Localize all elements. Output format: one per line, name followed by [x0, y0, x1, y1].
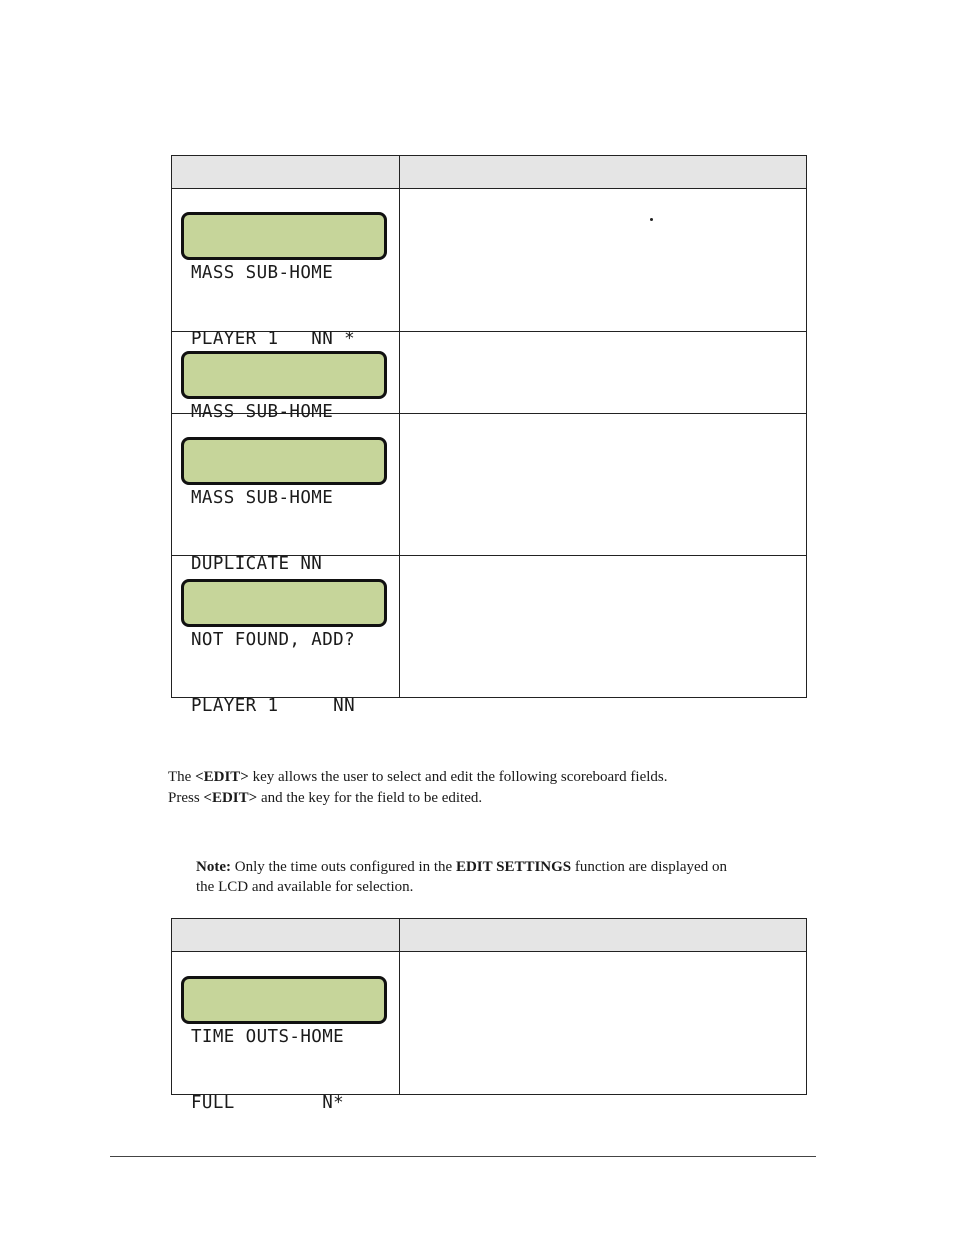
description-cell [400, 332, 806, 413]
header-cell-display [172, 919, 400, 951]
text: The [168, 769, 196, 785]
lcd-display [181, 976, 387, 1113]
lcd-cell [172, 332, 400, 422]
table-row [172, 555, 806, 716]
footer-rule [110, 1156, 816, 1157]
lcd-cell [172, 952, 400, 1113]
text: and the key for the field to be edited. [257, 790, 483, 806]
lcd-line-2: FULL N* [191, 1093, 345, 1113]
lcd-line-1: MASS SUB-HOME [191, 263, 334, 283]
mass-sub-table [171, 155, 807, 716]
table-row [172, 413, 806, 574]
time-outs-table [171, 918, 807, 1113]
lcd-cell [172, 189, 400, 349]
stray-dot [650, 218, 653, 221]
table-header-row [172, 919, 806, 951]
lcd-cell [172, 556, 400, 716]
table-row [172, 188, 806, 349]
description-cell [400, 189, 806, 331]
header-cell-description [400, 156, 806, 188]
edit-intro-line-1 [168, 767, 668, 787]
header-cell-display [172, 156, 400, 188]
lcd-line-1: MASS SUB-HOME [191, 488, 334, 508]
lcd-line-2: PLAYER 1 NN [191, 696, 356, 716]
table-row [172, 951, 806, 1113]
note-line-2: the LCD and available for selection. [196, 879, 414, 895]
lcd-line-2: DUPLICATE NN [191, 554, 323, 574]
table-row [172, 331, 806, 422]
text: Only the time outs configured in the [230, 859, 456, 875]
header-cell-description [400, 919, 806, 951]
note-label: Note: [196, 859, 231, 875]
edit-key-label: <EDIT> [203, 790, 258, 806]
lcd-display [181, 212, 387, 349]
lcd-display [181, 579, 387, 716]
edit-key-label: <EDIT> [195, 769, 249, 785]
lcd-display [181, 437, 387, 574]
lcd-line-2: PLAYER 1 NN * [191, 329, 356, 349]
text: function are displayed on [571, 859, 727, 875]
table-header-row [172, 156, 806, 188]
lcd-display [181, 351, 387, 422]
lcd-line-1: MASS SUB-HOME [191, 402, 334, 422]
edit-intro-line-2 [168, 788, 482, 808]
description-cell [400, 556, 806, 697]
lcd-cell [172, 414, 400, 574]
lcd-line-1: NOT FOUND, ADD? [191, 630, 356, 650]
edit-settings-label: EDIT SETTINGS [455, 859, 572, 875]
description-cell [400, 952, 806, 1094]
text: key allows the user to select and edit the following scoreboard fields. [248, 769, 668, 785]
note-line-1 [196, 857, 727, 877]
description-cell [400, 414, 806, 555]
lcd-line-1: TIME OUTS-HOME [191, 1027, 345, 1047]
text: Press [168, 790, 204, 806]
